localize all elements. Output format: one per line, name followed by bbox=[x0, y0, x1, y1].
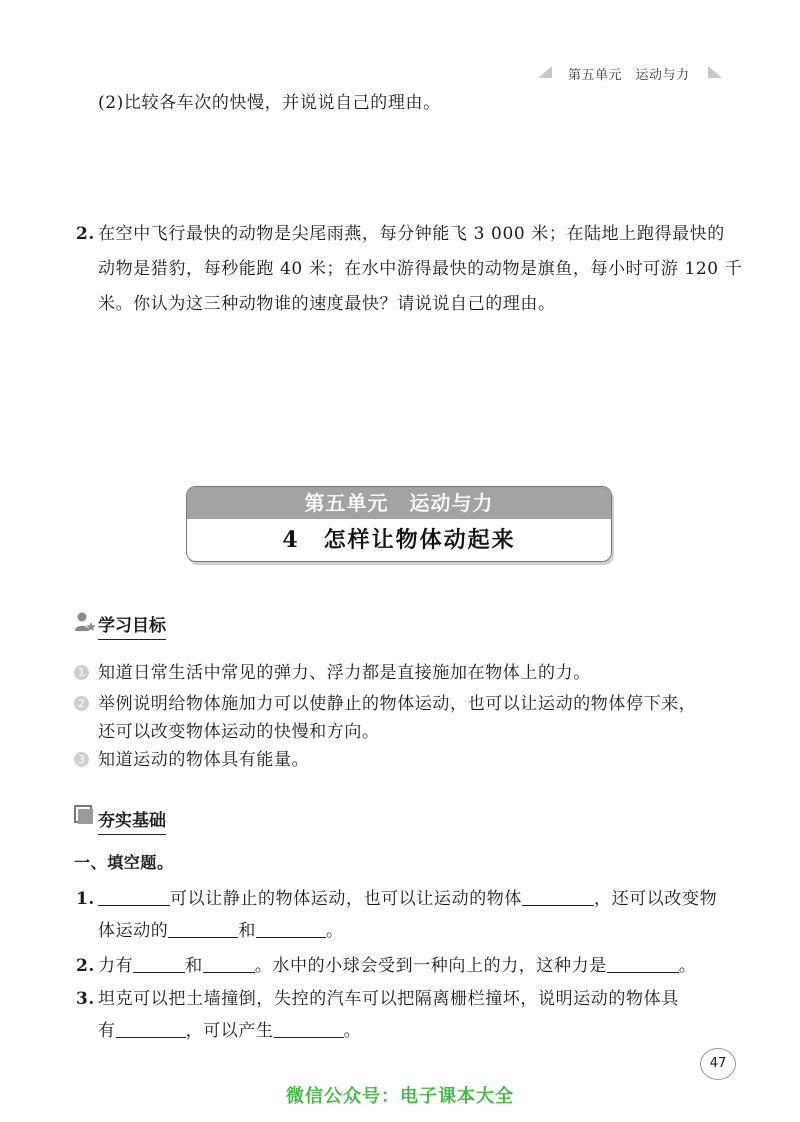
question-number: 2. bbox=[76, 956, 95, 976]
question-text-line: 在空中飞行最快的动物是尖尾雨燕，每分钟能飞 3 000 米；在陆地上跑得最快的 bbox=[98, 224, 725, 244]
fill-question-line: 可以让静止的物体运动，也可以让运动的物体 ，还可以改变物 bbox=[98, 888, 717, 910]
unit-title: 第五单元 运动与力 bbox=[187, 487, 611, 519]
sub-question: (2)比较各车次的快慢，并说说自己的理由。 bbox=[98, 93, 441, 113]
answer-blank[interactable] bbox=[168, 921, 238, 938]
objective-text: 知道运动的物体具有能量。 bbox=[98, 750, 310, 770]
footer-watermark: 微信公众号：电子课本大全 bbox=[286, 1086, 514, 1107]
fill-question-line: 力有 和 。水中的小球会受到一种向上的力，这种力是 。 bbox=[98, 956, 697, 976]
answer-blank[interactable] bbox=[116, 1021, 186, 1038]
learner-icon bbox=[74, 611, 96, 633]
running-header: 第五单元 运动与力 bbox=[568, 68, 690, 83]
objective-text: 举例说明给物体施加力可以使静止的物体运动，也可以让运动的物体停下来， bbox=[98, 694, 697, 714]
question-text-line: 米。你认为这三种动物谁的速度最快？请说说自己的理由。 bbox=[98, 294, 556, 314]
page-number: 47 bbox=[700, 1048, 736, 1080]
lesson-title: 4 怎样让物体动起来 bbox=[187, 519, 611, 561]
lesson-title-box bbox=[186, 486, 612, 562]
objective-number-badge: 1 bbox=[74, 665, 89, 680]
answer-blank[interactable] bbox=[256, 921, 326, 938]
header-decoration-left bbox=[538, 66, 552, 78]
question-number: 2. bbox=[76, 224, 95, 244]
objective-text: 知道日常生活中常见的弹力、浮力都是直接施加在物体上的力。 bbox=[98, 663, 591, 683]
answer-blank[interactable] bbox=[522, 889, 594, 906]
header-decoration-right bbox=[708, 66, 722, 78]
question-number: 1. bbox=[76, 889, 95, 909]
section-title: 一、填空题。 bbox=[74, 853, 174, 872]
objective-text: 还可以改变物体运动的快慢和方向。 bbox=[98, 722, 380, 742]
fill-question-line: 坦克可以把土墙撞倒，失控的汽车可以把隔离栅栏撞坏，说明运动的物体具 bbox=[98, 989, 679, 1009]
basics-heading: 夯实基础 bbox=[98, 806, 166, 835]
answer-blank[interactable] bbox=[133, 956, 185, 973]
answer-blank[interactable] bbox=[274, 1021, 344, 1038]
objectives-heading: 学习目标 bbox=[98, 611, 166, 640]
fill-question-line: 有 ，可以产生 。 bbox=[98, 1021, 362, 1041]
objective-number-badge: 2 bbox=[74, 696, 89, 711]
answer-blank[interactable] bbox=[607, 956, 679, 973]
fill-question-line: 体运动的 和 。 bbox=[98, 921, 344, 941]
question-number: 3. bbox=[76, 989, 95, 1009]
objective-number-badge: 3 bbox=[74, 752, 89, 767]
answer-blank[interactable] bbox=[98, 889, 170, 906]
answer-blank[interactable] bbox=[203, 956, 255, 973]
notebook-icon bbox=[74, 805, 94, 825]
question-text-line: 动物是猎豹，每秒能跑 40 米；在水中游得最快的动物是旗鱼，每小时可游 120 千 bbox=[98, 259, 743, 279]
